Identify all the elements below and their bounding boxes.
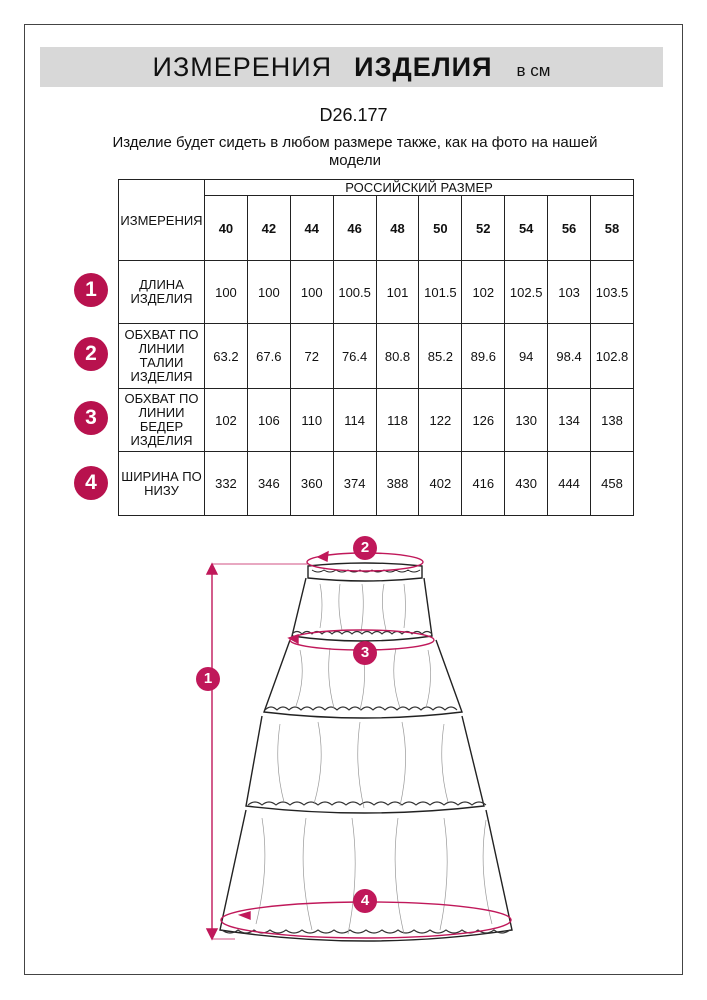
table-cell: 118 xyxy=(376,389,419,452)
tier-3-outline xyxy=(246,716,484,813)
table-cell: 444 xyxy=(548,452,591,516)
row-badge-2: 2 xyxy=(74,337,108,371)
table-cell: 102.8 xyxy=(591,324,634,389)
table-cell: 100.5 xyxy=(333,261,376,324)
table-cell: 100 xyxy=(205,261,248,324)
tier-1-outline xyxy=(292,578,432,641)
table-cell: 360 xyxy=(290,452,333,516)
row-label-hips: ОБХВАТ ПО ЛИНИИ БЕДЕР ИЗДЕЛИЯ xyxy=(119,389,205,452)
table-cell: 101 xyxy=(376,261,419,324)
table-cell: 103.5 xyxy=(591,261,634,324)
row-label-hem-width: ШИРИНА ПО НИЗУ xyxy=(119,452,205,516)
table-cell: 102 xyxy=(205,389,248,452)
marker-waist: 2 xyxy=(353,536,377,560)
table-cell: 102 xyxy=(462,261,505,324)
size-header: 52 xyxy=(462,196,505,261)
table-cell: 138 xyxy=(591,389,634,452)
row-label-waist: ОБХВАТ ПО ЛИНИИ ТАЛИИ ИЗДЕЛИЯ xyxy=(119,324,205,389)
table-cell: 430 xyxy=(505,452,548,516)
table-cell: 122 xyxy=(419,389,462,452)
row-label-length: ДЛИНА ИЗДЕЛИЯ xyxy=(119,261,205,324)
table-cell: 416 xyxy=(462,452,505,516)
row-badge-3: 3 xyxy=(74,401,108,435)
size-header: 54 xyxy=(505,196,548,261)
size-header: 58 xyxy=(591,196,634,261)
table-cell: 98.4 xyxy=(548,324,591,389)
table-cell: 346 xyxy=(247,452,290,516)
table-cell: 100 xyxy=(247,261,290,324)
table-cell: 130 xyxy=(505,389,548,452)
title-part-item: ИЗДЕЛИЯ xyxy=(354,52,493,82)
table-cell: 76.4 xyxy=(333,324,376,389)
table-cell: 134 xyxy=(548,389,591,452)
table-cell: 72 xyxy=(290,324,333,389)
table-cell: 402 xyxy=(419,452,462,516)
size-header: 56 xyxy=(548,196,591,261)
row-badge-1: 1 xyxy=(74,273,108,307)
table-cell: 101.5 xyxy=(419,261,462,324)
table-cell: 80.8 xyxy=(376,324,419,389)
row-badge-4: 4 xyxy=(74,466,108,500)
marker-hips: 3 xyxy=(353,641,377,665)
size-group-label: РОССИЙСКИЙ РАЗМЕР xyxy=(205,180,634,196)
title-unit: в см xyxy=(516,61,551,80)
table-cell: 332 xyxy=(205,452,248,516)
table-cell: 388 xyxy=(376,452,419,516)
size-header: 40 xyxy=(205,196,248,261)
corner-label: ИЗМЕРЕНИЯ xyxy=(119,180,205,261)
size-header: 48 xyxy=(376,196,419,261)
size-header: 46 xyxy=(333,196,376,261)
size-header: 50 xyxy=(419,196,462,261)
table-cell: 458 xyxy=(591,452,634,516)
marker-length: 1 xyxy=(196,667,220,691)
table-cell: 374 xyxy=(333,452,376,516)
title-part-measurements: ИЗМЕРЕНИЯ xyxy=(152,52,333,82)
article-code: D26.177 xyxy=(319,105,388,125)
table-cell: 103 xyxy=(548,261,591,324)
table-cell: 126 xyxy=(462,389,505,452)
table-cell: 114 xyxy=(333,389,376,452)
table-cell: 89.6 xyxy=(462,324,505,389)
table-cell: 102.5 xyxy=(505,261,548,324)
table-cell: 94 xyxy=(505,324,548,389)
table-cell: 63.2 xyxy=(205,324,248,389)
table-cell: 85.2 xyxy=(419,324,462,389)
table-cell: 100 xyxy=(290,261,333,324)
table-cell: 106 xyxy=(247,389,290,452)
marker-hem: 4 xyxy=(353,889,377,913)
size-header: 42 xyxy=(247,196,290,261)
table-cell: 110 xyxy=(290,389,333,452)
size-header: 44 xyxy=(290,196,333,261)
fit-note: Изделие будет сидеть в любом размере также, как на фото на нашей модели xyxy=(112,134,598,169)
table-cell: 67.6 xyxy=(247,324,290,389)
